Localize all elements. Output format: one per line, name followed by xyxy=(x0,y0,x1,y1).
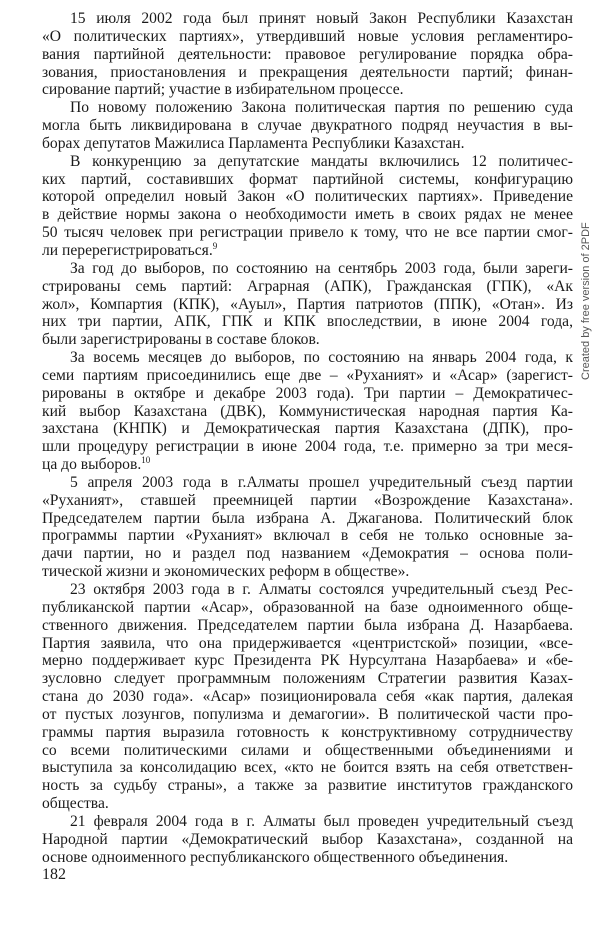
text-line xyxy=(42,153,573,171)
line-text: жол», Компартия (КПК), «Ауыл», Партия патриотов (ППК), «Отан». Из xyxy=(42,295,573,313)
text-line xyxy=(42,456,573,474)
line-text: ца до выборов. xyxy=(42,456,142,474)
paragraph xyxy=(42,260,573,349)
text-line xyxy=(42,171,573,189)
line-text: кий выбор Казахстана (ДВК), Коммунистическая народная партия Ка- xyxy=(42,402,573,420)
text-line xyxy=(42,28,573,46)
text-line xyxy=(42,652,573,670)
text-line xyxy=(42,64,573,82)
page-number: 182 xyxy=(42,866,66,883)
line-text: Народной партии «Демократический выбор Казахстана», созданной на xyxy=(42,830,573,848)
text-line xyxy=(42,777,573,795)
line-text: сирование партий; участие в избирательном процессе. xyxy=(42,81,404,99)
footnote-marker: 10 xyxy=(141,454,151,465)
line-text: которой определил новый Закон «О политических партиях». Приведение xyxy=(42,188,573,206)
line-text: ли перерегистрироваться. xyxy=(42,241,213,259)
text-line xyxy=(42,331,573,349)
text-line xyxy=(42,474,573,492)
line-text: вания партийной деятельности: правовое регулирование порядка обра- xyxy=(42,45,573,63)
paragraph xyxy=(42,349,573,474)
text-line xyxy=(42,670,573,688)
paragraph xyxy=(42,581,573,813)
paragraph xyxy=(42,153,573,260)
text-line xyxy=(42,813,573,831)
line-text: зусловно следует программным положениям Стратегии развития Казах- xyxy=(42,670,573,688)
line-text: рированы в октябре и декабре 2003 года). Три партии – Демократичес- xyxy=(42,384,573,402)
text-line xyxy=(42,403,573,421)
text-line xyxy=(42,635,573,653)
line-text: могла быть ликвидирована в случае двукратного подряд неучастия в вы- xyxy=(42,117,573,135)
line-text: тической жизни и экономических реформ в обществе». xyxy=(42,563,410,581)
line-text: борах депутатов Мажилиса Парламента Республики Казахстан. xyxy=(42,134,465,152)
text-line xyxy=(42,759,573,777)
line-text: публиканской партии «Асар», образованной на базе одноименного обще- xyxy=(42,598,573,616)
text-line xyxy=(42,242,573,260)
line-text: со всеми политическими силами и общественными объединениями и xyxy=(42,741,573,759)
text-line xyxy=(42,188,573,206)
text-line xyxy=(42,617,573,635)
text-line xyxy=(42,492,573,510)
text-line xyxy=(42,706,573,724)
text-line xyxy=(42,117,573,135)
line-text: По новому положению Закона политическая партия по решению суда xyxy=(70,99,573,117)
line-text: основе одноименного республиканского общественного объединения. xyxy=(42,848,509,866)
text-line xyxy=(42,99,573,117)
line-text: них три партии, АПК, ГПК и КПК впоследствии, в июне 2004 года, xyxy=(42,313,573,331)
text-line xyxy=(42,545,573,563)
text-line xyxy=(42,206,573,224)
line-text: ственного движения. Председателем партии была избрана Д. Назарбаева. xyxy=(42,616,573,634)
line-text: программы партии «Руханият» включал в себя не только основные за- xyxy=(42,527,573,545)
line-text: зования, приостановления и прекращения деятельности партий; финан- xyxy=(42,63,573,81)
text-line xyxy=(42,581,573,599)
paragraph xyxy=(42,474,573,581)
text-line xyxy=(42,46,573,64)
text-line xyxy=(42,527,573,545)
text-line xyxy=(42,313,573,331)
line-text: семи партиям присоединились еще две – «Руханият» и «Асар» (зарегист- xyxy=(42,366,573,384)
line-text: от пустых лозунгов, популизма и демагогии». В политической части про- xyxy=(42,705,573,723)
text-line xyxy=(42,296,573,314)
line-text: «Руханият», ставшей преемницей партии «Возрождение Казахстана». xyxy=(42,491,573,509)
line-text: стана до 2030 года». «Асар» позиционировала себя «как партия, далекая xyxy=(42,688,573,706)
watermark: Created by free version of 2PDF xyxy=(580,222,592,380)
line-text: 5 апреля 2003 года в г.Алматы прошел учредительный съезд партии xyxy=(70,473,573,491)
line-text: стрированы семь партий: Аграрная (АПК), Гражданская (ГПК), «Ак xyxy=(42,277,573,295)
text-line xyxy=(42,724,573,742)
text-line xyxy=(42,831,573,849)
text-line xyxy=(42,367,573,385)
line-text: дачи партии, но и раздел под названием «Демократия – основа поли- xyxy=(42,545,573,563)
text-line xyxy=(42,278,573,296)
line-text: «О политических партиях», утвердивший новые условия регламентиро- xyxy=(42,27,573,45)
text-line xyxy=(42,224,573,242)
line-text: в действие нормы закона о необходимости иметь в своих рядах не менее xyxy=(42,206,573,224)
footnote-marker: 9 xyxy=(212,240,218,251)
text-line xyxy=(42,385,573,403)
line-text: В конкуренцию за депутатские мандаты включились 12 политичес- xyxy=(70,152,573,170)
text-line xyxy=(42,599,573,617)
line-text: Председателем партии была избрана А. Джаганова. Политический блок xyxy=(42,509,573,527)
line-text: Партия заявила, что она придерживается «центристской» позиции, «все- xyxy=(42,634,573,652)
line-text: ность за судьбу страны», а также за развитие институтов гражданского xyxy=(42,777,573,795)
paragraph xyxy=(42,99,573,153)
text-line xyxy=(42,688,573,706)
line-text: мерно поддерживает курс Президента РК Нурсултана Назарбаева» и «бе- xyxy=(42,652,573,670)
text-line xyxy=(42,420,573,438)
text-line xyxy=(42,563,573,581)
paragraph xyxy=(42,10,573,99)
line-text: ких партий, составивших формат партийной системы, конфигурацию xyxy=(42,170,573,188)
line-text: общества. xyxy=(42,795,109,813)
text-line xyxy=(42,135,573,153)
line-text: 50 тысяч человек при регистрации привело к тому, что не все партии смог- xyxy=(42,224,573,242)
text-line xyxy=(42,260,573,278)
line-text: 21 февраля 2004 года в г. Алматы был проведен учредительный съезд xyxy=(70,812,573,830)
line-text: выступила за консолидацию всех, «кто не боится взять на себя ответствен- xyxy=(42,759,573,777)
paragraph xyxy=(42,813,573,867)
text-line xyxy=(42,10,573,28)
line-text: граммы партия выразила готовность к конструктивному сотрудничеству xyxy=(42,723,573,741)
line-text: были зарегистрированы в составе блоков. xyxy=(42,331,320,349)
text-line xyxy=(42,849,573,867)
text-line xyxy=(42,438,573,456)
line-text: За восемь месяцев до выборов, по состоянию на январь 2004 года, к xyxy=(70,349,573,367)
text-line xyxy=(42,795,573,813)
text-line xyxy=(42,81,573,99)
line-text: За год до выборов, по состоянию на сентябрь 2003 года, были зареги- xyxy=(70,259,573,277)
text-line xyxy=(42,510,573,528)
text-line xyxy=(42,349,573,367)
text-line xyxy=(42,742,573,760)
line-text: захстана (КНПК) и Демократическая партия Казахстана (ДПК), про- xyxy=(42,420,573,438)
line-text: шли процедуру регистрации в июне 2004 года, т.е. примерно за три меся- xyxy=(42,438,573,456)
line-text: 23 октября 2003 года в г. Алматы состоялся учредительный съезд Рес- xyxy=(70,581,573,598)
line-text: 15 июля 2002 года был принят новый Закон Республики Казахстан xyxy=(70,10,573,27)
document-body xyxy=(42,10,573,867)
